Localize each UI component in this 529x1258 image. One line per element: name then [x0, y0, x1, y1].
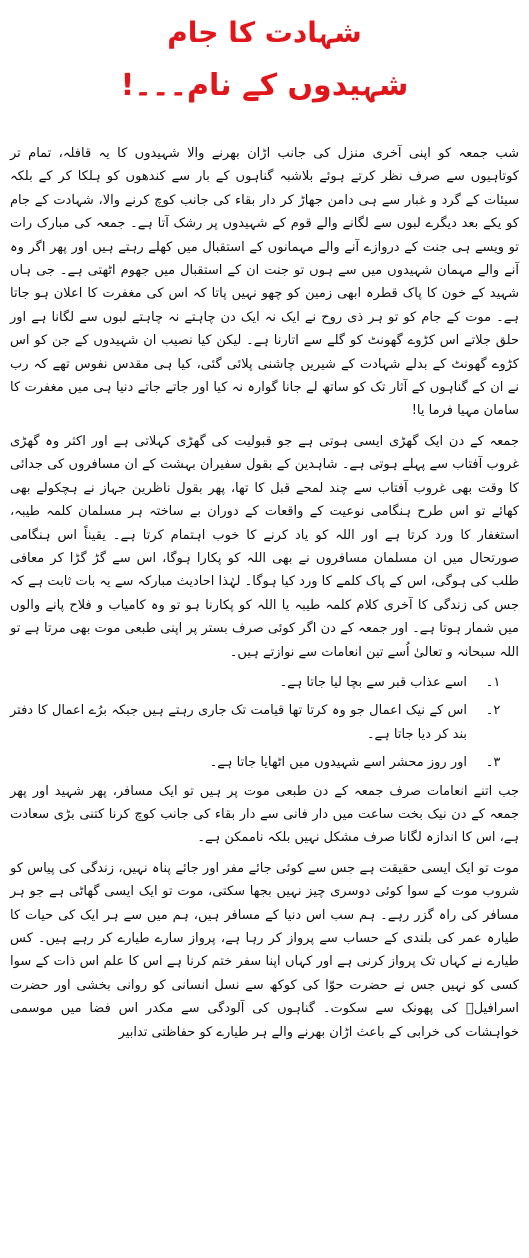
- list-number: ۳۔: [485, 755, 501, 771]
- paragraph: شب جمعہ کو اپنی آخری منزل کی جانب اڑان بھرنے والا شہیدوں کا یہ قافلہ، تمام تر کوتاہیوں سے صرف نظر کرتے ہوئے بلاشبہ گناہوں کے بار سے کندھوں کو ہلکا کر کے بلکہ سیئات کے گرد و غبار سے ہی دامن جھاڑ کر دار بقاء کی جانب کوچ کرنے والا، شہادت کے جام کو یکے بعد دیگرے لبوں سے لگانے والے قوم کے شہیدوں پر رشک آتا ہے۔ جمعہ کی مبارک رات تو ویسے ہی جنت کے دروازے آنے والے مہمانوں کے استقبال میں کھلے رہتے ہیں اور پھر اگر وہ آنے والے مہمان شہیدوں میں سے ہوں تو جنت ان کے استقبال میں جھوم اٹھتی ہے۔ جی ہاں شہید کے خون کا پاک قطرہ ابھی زمین کو چھو نہیں پاتا کہ اس کی مغفرت کا اعلان ہو جاتا ہے۔ موت کے جام کو تو ہر ذی روح نے ایک نہ ایک دن چاہتے نہ چاہتے لبوں سے لگانا ہے اور حلق جلاتے اس کڑوے گھونٹ کو گلے سے اتارنا ہے۔ لیکن کیا نصیب ان شہیدوں کے جن کو اس کڑوے گھونٹ کے بدلے شہادت کے شیریں چاشنی پلائی گئی، کیا ہی مقدس نفوس تھے کہ رب نے ان کے گناہوں کے آثار تک کو ساتھ لے جانا گوارہ نہ کیا اور جاتے جاتے دنیا ہی میں مغفرت کا سامان مہیا فرما یا!: [10, 146, 519, 419]
- paragraph: موت تو ایک ایسی حقیقت ہے جس سے کوئی جائے مفر اور جائے پناہ نہیں، زندگی کی پیاس کو شروب موت کے سوا کوئی دوسری چیز نہیں بجھا سکتی، موت تو ایک ایسی گھاٹی ہے جو ہر مسافر کی راہ گزر رہے۔ ہم سب اس دنیا کے مسافر ہیں، ہم میں سے ہر ایک کی حیات کا طیارہ عمر کی بلندی کے حساب سے پرواز کر رہا ہے، پرواز سارے طیارے کر رہے ہیں۔ کس طیارے نے کہاں تک پرواز کرنی ہے اور کہاں اپنا سفر ختم کرنا ہے اس کا علم اس ذات کے سوا کسی کو نہیں جس نے حضرت حوّا کی کوکھ سے نسل انسانی کو روانی بخشی اور حضرت اسرافیلؑ کی پھونک سے سکوت۔ گناہوں کی آلودگی سے مکدر اس فضا میں موسمی خواہشات کی خرابی کے باعث اڑان بھرنے والے ہر طیارے کو حفاظتی تدابیر: [10, 860, 519, 1040]
- page-title: شہادت کا جام: [167, 16, 362, 49]
- list-text: اس کے نیک اعمال جو وہ کرتا تھا قیامت تک جاری رہتے ہیں جبکہ برُے اعمال کا دفتر بند کر دیا جاتا ہے۔: [10, 703, 467, 742]
- list-item: [10, 699, 519, 746]
- list-item: [10, 751, 519, 774]
- article-body: [10, 142, 519, 1051]
- list-number: ۱۔: [485, 674, 501, 690]
- paragraph: جمعہ کے دن ایک گھڑی ایسی ہوتی ہے جو قبولیت کی گھڑی کہلاتی ہے اور اکثر وہ گھڑی غروب آفتاب سے پہلے ہوتی ہے۔ شاہدین کے بقول سفیران بہشت کے ان مسافروں کی جدائی کا وقت بھی غروب آفتاب سے چند لمحے قبل کا تھا، پھر بقول ناظرین جہاز نے ہچکولے بھی کھائے تو اس طرح ہنگامی نوعیت کے واقعات کے دوران بے ساختہ ہر مسلمان کلمہ طیبہ، استغفار کا ورد کرتا ہے اور اللہ کو یاد کرنے کا خوب اہتمام کرتا ہے۔ یقیناً اس ہنگامی صورتحال میں ان مسلمان مسافروں نے بھی اللہ کو پکارا ہوگا، اس سے گڑ گڑا کر معافی طلب کی ہوگی، اس کے پاک کلمے کا ورد کیا ہوگا۔ لہٰذا احادیث مبارکہ سے یہ بات ثابت ہے کہ جس کی زندگی کا آخری کلام کلمہ طیبہ یا اللہ کو پکارنا ہو تو وہ کامیاب و فلاح پانے والوں میں شمار ہوتا ہے۔ اور جمعہ کے دن اگر کوئی صرف بستر پر اپنی طبعی موت بھی مرتا ہے تو اللہ سبحانہ و تعالیٰ اُسے تین انعامات سے نوازتے ہیں۔: [10, 433, 519, 660]
- list-text: اسے عذاب قبر سے بچا لیا جاتا ہے۔: [279, 674, 467, 690]
- list-item: [10, 671, 519, 694]
- paragraph: جب اتنے انعامات صرف جمعہ کے دن طبعی موت پر ہیں تو ایک مسافر، پھر شہید اور پھر جمعہ کے دن نیک بخت ساعت میں دار فانی سے دار بقاء کی جانب کوچ کرنا کتنی بڑی سعادت ہے، اس کا اندازہ لگانا صرف مشکل نہیں بلکہ ناممکن ہے۔: [10, 783, 519, 846]
- page-subtitle: شہیدوں کے نام۔۔۔!: [120, 68, 409, 103]
- list-number: ۲۔: [485, 703, 501, 719]
- list-text: اور روز محشر اسے شہیدوں میں اٹھایا جاتا ہے۔: [209, 755, 467, 771]
